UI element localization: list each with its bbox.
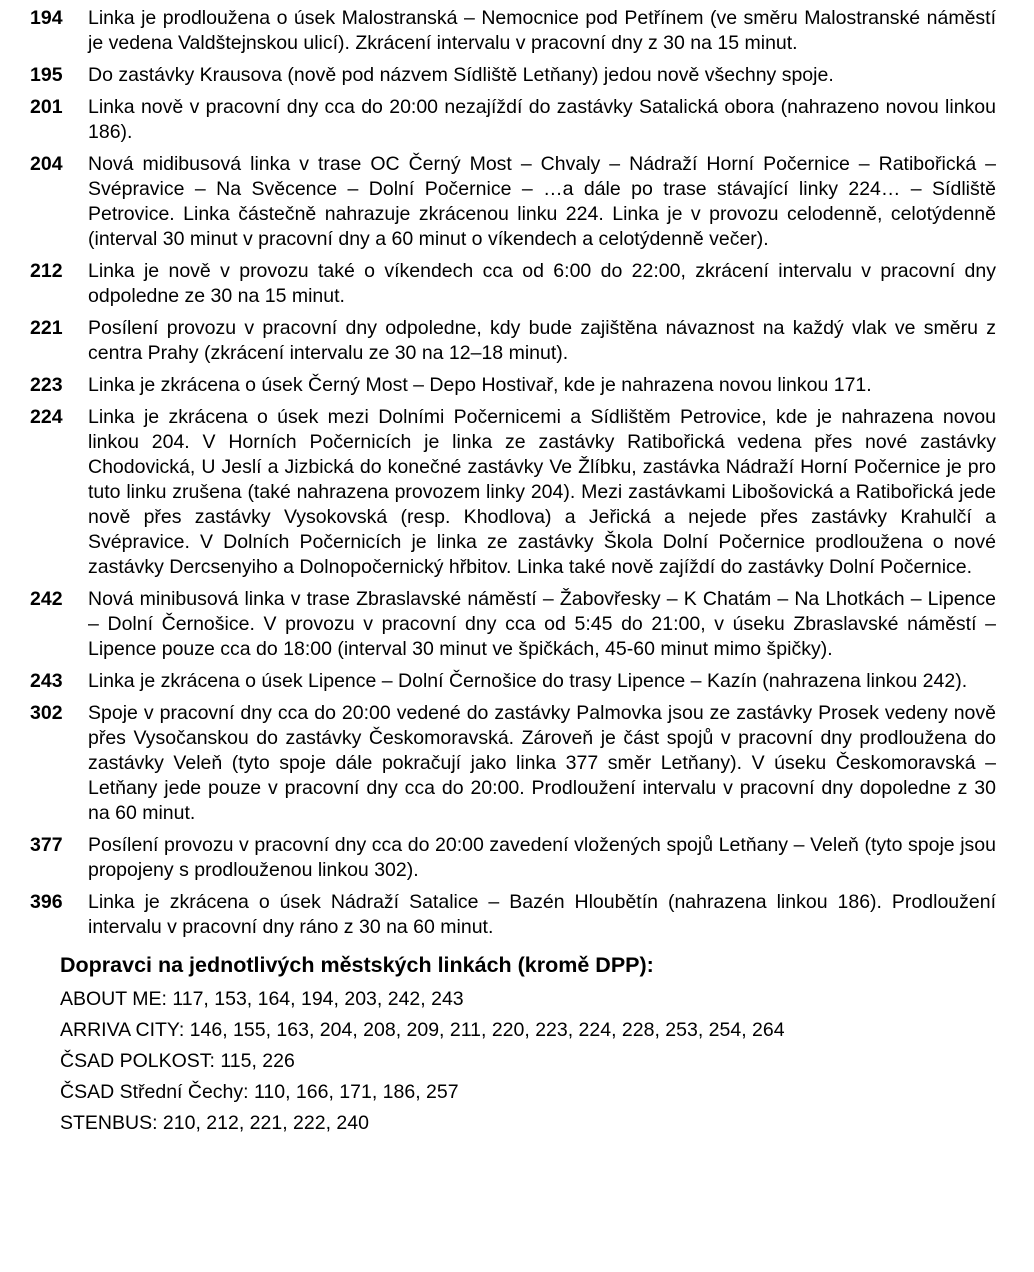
- line-change-description: Nová midibusová linka v trase OC Černý Most – Chvaly – Nádraží Horní Počernice – Ratibořická – Svépravice – Na Svěcence – Dolní Počernice – …a dále po trase stávající linky 224… – Sídliště Petrovice. Linka částečně nahrazuje zkrácenou linku 224. Linka je v provozu celodenně, celotýdenně (interval 30 minut v pracovní dny a 60 minut o víkendech a celotýdenně večer).: [88, 153, 996, 250]
- line-number: 242: [30, 588, 63, 610]
- line-change-item: [30, 669, 996, 694]
- line-number: 223: [30, 374, 63, 396]
- line-change-description: Posílení provozu v pracovní dny odpoledne, kdy bude zajištěna návaznost na každý vlak ve směru z centra Prahy (zkrácení intervalu ze 30 na 12–18 minut).: [88, 317, 996, 364]
- carrier-row: ČSAD POLKOST: 115, 226: [60, 1050, 295, 1072]
- line-change-description: Spoje v pracovní dny cca do 20:00 vedené do zastávky Palmovka jsou ze zastávky Prosek vedeny nově přes Vysočanskou do zastávky Českomoravská. Zároveň je část spojů v pracovní dny prodloužena do zastávky Veleň (tyto spoje dále pokračují jako linka 377 směr Letňany). V úseku Českomoravská – Letňany jede pouze v pracovní dny cca do 20:00. Prodloužení intervalu v pracovní dny dopoledne z 30 na 60 minut.: [88, 702, 996, 824]
- line-change-description: Nová minibusová linka v trase Zbraslavské náměstí – Žabovřesky – K Chatám – Na Lhotkách – Lipence – Dolní Černošice. V provozu v pracovní dny cca od 5:45 do 21:00, v úseku Zbraslavské náměstí – Lipence pouze cca do 18:00 (interval 30 minut ve špičkách, 45-60 minut mimo špičky).: [88, 588, 996, 660]
- line-change-description: Linka je nově v provozu také o víkendech cca od 6:00 do 22:00, zkrácení intervalu v pracovní dny odpoledne ze 30 na 15 minut.: [88, 260, 996, 307]
- line-change-item: [30, 890, 996, 940]
- line-change-item: [30, 63, 996, 88]
- carrier-row: ARRIVA CITY: 146, 155, 163, 204, 208, 209, 211, 220, 223, 224, 228, 253, 254, 264: [60, 1019, 785, 1041]
- line-change-description: Linka je zkrácena o úsek mezi Dolními Počernicemi a Sídlištěm Petrovice, kde je nahrazena novou linkou 204. V Horních Počernicích je linka ze zastávky Ratibořická vedena přes nové zastávky Chodovická, U Jeslí a Jizbická do konečné zastávky Ve Žlíbku, zastávka Nádraží Horní Počernice je pro tuto linku zrušena (také nahrazena provozem linky 204). Mezi zastávkami Libošovická a Ratibořická jede nově přes zastávky Vysokovská (resp. Khodlova) a Jeřická a nejede přes zastávky Krahulčí a Svépravice. V Dolních Počernicích je linka ze zastávky Škola Dolní Počernice prodloužena o nové zastávky Dercsenyiho a Dolnopočernický hřbitov. Linka také nově zajíždí do zastávky Dolní Počernice.: [88, 406, 996, 578]
- line-number: 194: [30, 7, 63, 29]
- line-change-item: [30, 259, 996, 309]
- carriers-section: [30, 950, 996, 1139]
- carrier-row: ČSAD Střední Čechy: 110, 166, 171, 186, 257: [60, 1081, 459, 1103]
- line-number: 195: [30, 64, 63, 86]
- line-change-item: [30, 152, 996, 252]
- line-number: 302: [30, 702, 63, 724]
- line-change-description: Linka je zkrácena o úsek Nádraží Satalice – Bazén Hloubětín (nahrazena linkou 186). Prodloužení intervalu v pracovní dny ráno z 30 na 60 minut.: [88, 891, 996, 938]
- line-number: 221: [30, 317, 63, 339]
- line-change-item: [30, 6, 996, 56]
- line-change-item: [30, 95, 996, 145]
- carrier-row: STENBUS: 210, 212, 221, 222, 240: [60, 1112, 369, 1134]
- line-change-item: [30, 833, 996, 883]
- line-change-description: Linka je zkrácena o úsek Černý Most – Depo Hostivař, kde je nahrazena novou linkou 171.: [88, 374, 872, 396]
- line-number: 243: [30, 670, 63, 692]
- line-number: 224: [30, 406, 63, 428]
- line-number: 204: [30, 153, 63, 175]
- line-change-description: Linka je prodloužena o úsek Malostranská – Nemocnice pod Petřínem (ve směru Malostranské náměstí je vedena Valdštejnskou ulicí). Zkrácení intervalu v pracovní dny z 30 na 15 minut.: [88, 7, 996, 54]
- line-change-item: [30, 373, 996, 398]
- line-number: 377: [30, 834, 63, 856]
- carriers-heading: Dopravci na jednotlivých městských linkách (kromě DPP):: [60, 953, 654, 977]
- line-change-item: [30, 701, 996, 826]
- carrier-row: ABOUT ME: 117, 153, 164, 194, 203, 242, 243: [60, 988, 464, 1010]
- line-change-description: Do zastávky Krausova (nově pod názvem Sídliště Letňany) jedou nově všechny spoje.: [88, 64, 834, 86]
- line-number: 396: [30, 891, 63, 913]
- line-change-description: Linka je zkrácena o úsek Lipence – Dolní Černošice do trasy Lipence – Kazín (nahrazena linkou 242).: [88, 670, 968, 692]
- line-change-description: Posílení provozu v pracovní dny cca do 20:00 zavedení vložených spojů Letňany – Veleň (tyto spoje jsou propojeny s prodlouženou linkou 302).: [88, 834, 996, 881]
- line-change-item: [30, 405, 996, 580]
- line-change-item: [30, 316, 996, 366]
- line-number: 201: [30, 96, 63, 118]
- line-change-item: [30, 587, 996, 662]
- line-number: 212: [30, 260, 63, 282]
- line-change-description: Linka nově v pracovní dny cca do 20:00 nezajíždí do zastávky Satalická obora (nahrazeno novou linkou 186).: [88, 96, 996, 143]
- line-changes-list: [30, 6, 996, 940]
